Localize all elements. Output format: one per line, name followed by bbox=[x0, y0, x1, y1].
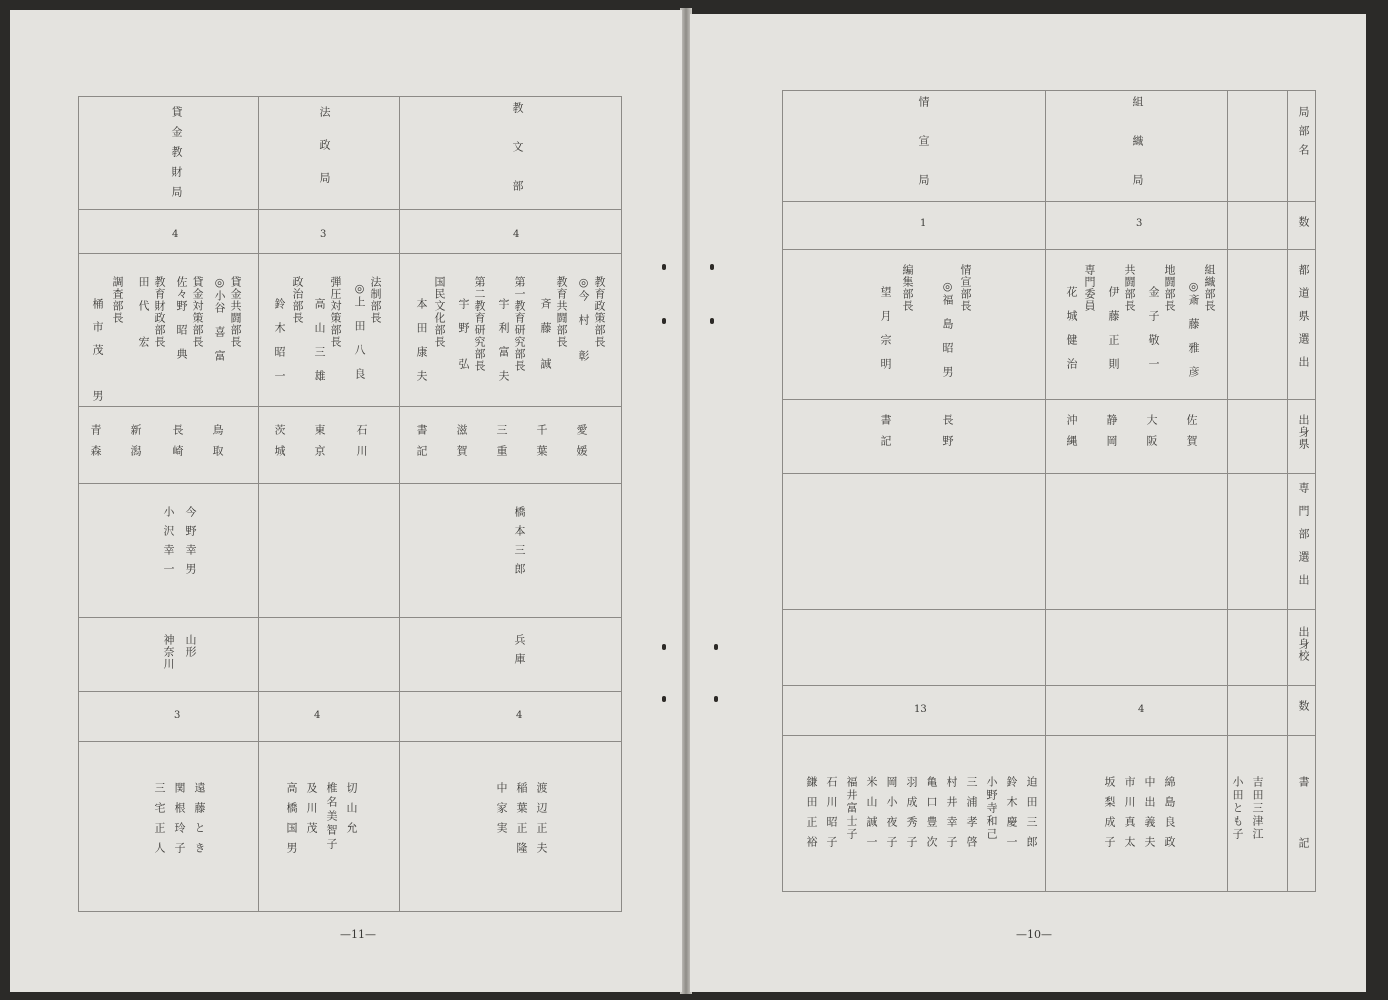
clerk: 羽成秀子 bbox=[905, 776, 918, 856]
row-header: 数 bbox=[1297, 700, 1310, 712]
row-header: 専門部選出 bbox=[1297, 482, 1310, 597]
member-entry: 教育政策部長 bbox=[593, 276, 606, 348]
prefecture: 茨城 bbox=[273, 424, 286, 466]
member-entry: 政治部長 bbox=[291, 276, 304, 324]
prefecture: 静岡 bbox=[1105, 414, 1118, 456]
member-entry: 法制部長 bbox=[369, 276, 382, 324]
school: 神奈川 bbox=[162, 634, 175, 670]
member-entry: ◎斎 藤 雅 彦 bbox=[1187, 280, 1200, 378]
specialist-member: 小沢幸一 bbox=[162, 506, 175, 582]
member-entry: 地闘部長 bbox=[1163, 264, 1176, 312]
clerk: 関根玲子 bbox=[173, 782, 186, 862]
row-header: 出身県 bbox=[1297, 414, 1310, 450]
clerk: 亀口豊次 bbox=[925, 776, 938, 856]
prefecture: 三重 bbox=[495, 424, 508, 466]
clerk-count: 4 bbox=[314, 710, 321, 721]
bureau-name: 情宣局 bbox=[917, 96, 930, 213]
member-entry: 教育共闘部長 bbox=[555, 276, 568, 348]
prefecture: 沖縄 bbox=[1065, 414, 1078, 456]
member-entry: 宇 利 富 夫 bbox=[497, 298, 510, 382]
clerk: 切山允 bbox=[345, 782, 358, 842]
binding-hole bbox=[662, 318, 666, 324]
clerk: 中出義夫 bbox=[1143, 776, 1156, 856]
member-entry: 本 田 康 夫 bbox=[415, 298, 428, 382]
clerk: 三浦孝啓 bbox=[965, 776, 978, 856]
clerk: 市川真太 bbox=[1123, 776, 1136, 856]
member-entry: 金 子 敬 一 bbox=[1147, 286, 1160, 370]
clerk-count: 4 bbox=[516, 710, 523, 721]
clerk: 三宅正人 bbox=[153, 782, 166, 862]
school: 兵庫 bbox=[513, 634, 526, 672]
clerk: 高橋国男 bbox=[285, 782, 298, 862]
clerk: 坂梨成子 bbox=[1103, 776, 1116, 856]
prefecture: 長野 bbox=[941, 414, 954, 456]
member-count: 3 bbox=[1136, 218, 1143, 229]
binding-hole bbox=[714, 696, 718, 702]
prefecture: 鳥取 bbox=[211, 424, 224, 466]
row-header: 局部名 bbox=[1297, 106, 1310, 163]
member-entry: 編集部長 bbox=[901, 264, 914, 312]
member-entry: 教育財政部長 bbox=[153, 276, 166, 348]
row-header: 出身校 bbox=[1297, 626, 1310, 662]
clerk: 稲葉正隆 bbox=[515, 782, 528, 862]
page-number: —10— bbox=[1016, 928, 1052, 941]
clerk: 椎名美智子 bbox=[325, 782, 338, 852]
member-entry: 貸金対策部長 bbox=[191, 276, 204, 348]
member-entry: 高 山 三 雄 bbox=[313, 298, 326, 382]
bureau-name: 法政局 bbox=[318, 106, 331, 205]
member-entry: 第二教育研究部長 bbox=[473, 276, 486, 372]
prefecture: 書記 bbox=[879, 414, 892, 456]
school: 山形 bbox=[184, 634, 197, 658]
binding-hole bbox=[662, 264, 666, 270]
specialist-member: 今野幸男 bbox=[184, 506, 197, 582]
clerk: 村井幸子 bbox=[945, 776, 958, 856]
member-entry: 伊 藤 正 則 bbox=[1107, 286, 1120, 370]
member-entry: 専門委員 bbox=[1083, 264, 1096, 312]
member-entry: 花 城 健 治 bbox=[1065, 286, 1078, 370]
row-header: 都道県選出 bbox=[1297, 264, 1310, 379]
clerk: 迫田三郎 bbox=[1025, 776, 1038, 856]
clerk-count: 13 bbox=[914, 704, 927, 715]
clerk: 吉田三津江 bbox=[1251, 776, 1264, 841]
member-entry: ◎小谷 喜 富 bbox=[213, 276, 226, 362]
binding-hole bbox=[714, 644, 718, 650]
clerk: 及川茂 bbox=[305, 782, 318, 842]
member-entry: 調査部長 bbox=[111, 276, 124, 324]
bureau-name: 教文部 bbox=[511, 102, 524, 219]
binding-hole bbox=[662, 644, 666, 650]
left-page bbox=[10, 10, 682, 992]
page-number: —11— bbox=[340, 928, 376, 941]
prefecture: 東京 bbox=[313, 424, 326, 466]
member-count: 1 bbox=[920, 218, 927, 229]
prefecture: 書記 bbox=[415, 424, 428, 466]
member-entry: 斉 藤 誠 bbox=[539, 298, 552, 370]
member-entry: 組織部長 bbox=[1203, 264, 1216, 312]
clerk: 小野寺和己 bbox=[985, 776, 998, 841]
row-header: 数 bbox=[1297, 216, 1310, 228]
clerk: 遠藤とき bbox=[193, 782, 206, 862]
clerk: 石川昭子 bbox=[825, 776, 838, 856]
clerk: 米山誠一 bbox=[865, 776, 878, 856]
member-entry: 田 代 宏 bbox=[137, 276, 150, 348]
right-table bbox=[782, 90, 1316, 892]
member-entry: 鈴 木 昭 一 bbox=[273, 298, 286, 382]
bureau-name: 貸金教財局 bbox=[170, 106, 183, 206]
member-entry: 宇 野 弘 bbox=[457, 298, 470, 370]
clerk: 渡辺正夫 bbox=[535, 782, 548, 862]
prefecture: 青森 bbox=[89, 424, 102, 466]
right-page bbox=[690, 14, 1366, 992]
binding-hole bbox=[710, 264, 714, 270]
member-entry: 情宣部長 bbox=[959, 264, 972, 312]
clerk: 中家実 bbox=[495, 782, 508, 842]
member-entry: 共闘部長 bbox=[1123, 264, 1136, 312]
member-count: 4 bbox=[513, 229, 520, 240]
member-entry: ◎福 島 昭 男 bbox=[941, 280, 954, 378]
member-entry: 望 月 宗 明 bbox=[879, 286, 892, 370]
clerk: 岡小夜子 bbox=[885, 776, 898, 856]
member-count: 4 bbox=[172, 229, 179, 240]
prefecture: 滋賀 bbox=[455, 424, 468, 466]
clerk: 小田とも子 bbox=[1231, 776, 1244, 841]
clerk: 綿島良政 bbox=[1163, 776, 1176, 856]
prefecture: 愛媛 bbox=[575, 424, 588, 466]
member-entry: 国民文化部長 bbox=[433, 276, 446, 348]
member-entry: 貸金共闘部長 bbox=[229, 276, 242, 348]
specialist-member: 橋本三郎 bbox=[513, 506, 526, 582]
member-entry: ◎上 田 八 良 bbox=[353, 282, 366, 380]
prefecture: 石川 bbox=[355, 424, 368, 466]
clerk: 福井富士子 bbox=[845, 776, 858, 841]
prefecture: 佐賀 bbox=[1185, 414, 1198, 456]
clerk-count: 3 bbox=[174, 710, 181, 721]
clerk-count: 4 bbox=[1138, 704, 1145, 715]
prefecture: 大阪 bbox=[1145, 414, 1158, 456]
member-entry: 弾圧対策部長 bbox=[329, 276, 342, 348]
prefecture: 新潟 bbox=[129, 424, 142, 466]
bureau-name: 組織局 bbox=[1131, 96, 1144, 213]
prefecture: 長崎 bbox=[171, 424, 184, 466]
member-entry: ◎今 村 彰 bbox=[577, 276, 590, 362]
member-count: 3 bbox=[320, 229, 327, 240]
clerk: 鈴木慶一 bbox=[1005, 776, 1018, 856]
binding-hole bbox=[710, 318, 714, 324]
clerk: 鎌田正裕 bbox=[805, 776, 818, 856]
row-header: 書記 bbox=[1297, 776, 1310, 898]
prefecture: 千葉 bbox=[535, 424, 548, 466]
member-entry: 第一教育研究部長 bbox=[513, 276, 526, 372]
member-entry: 桶市茂 男 bbox=[91, 298, 104, 413]
binding-hole bbox=[662, 696, 666, 702]
member-entry: 佐々野 昭 典 bbox=[175, 276, 188, 360]
